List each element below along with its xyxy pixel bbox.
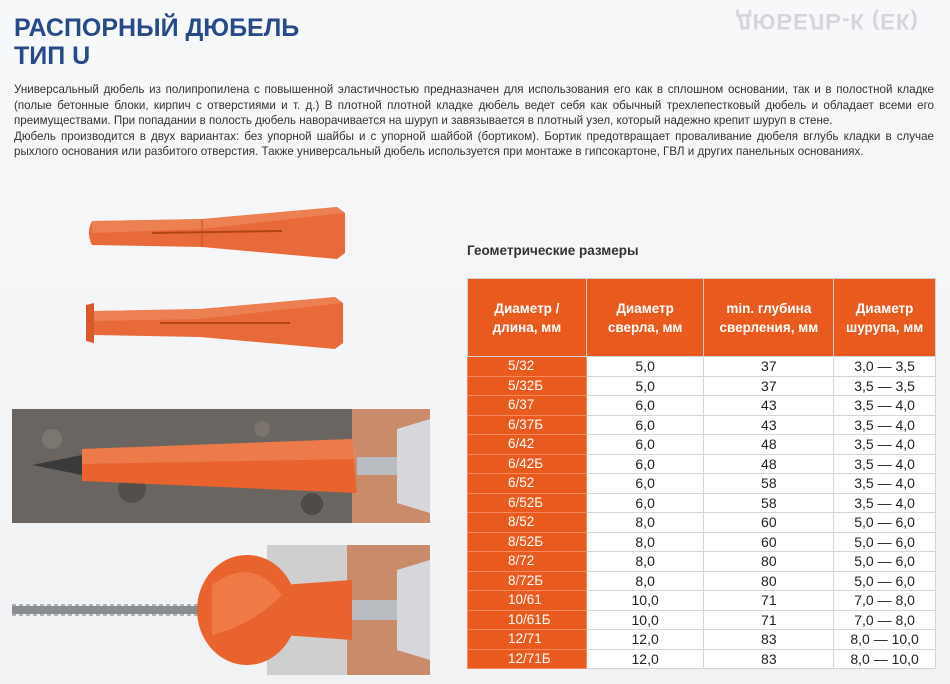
- cell-drill-diameter: 6,0: [586, 415, 704, 435]
- cell-drill-depth: 43: [704, 396, 834, 416]
- table-header-row: [468, 279, 936, 357]
- header-diameter-length: Диаметр / длина, мм: [468, 279, 587, 357]
- cell-size: 6/52Б: [468, 493, 587, 513]
- table-title: Геометрические размеры: [467, 243, 639, 258]
- cell-screw-diameter: 5,0 — 6,0: [834, 571, 936, 591]
- cell-drill-diameter: 6,0: [586, 396, 704, 416]
- cell-screw-diameter: 5,0 — 6,0: [834, 552, 936, 572]
- cell-screw-diameter: 8,0 — 10,0: [834, 630, 936, 650]
- cell-drill-depth: 83: [704, 649, 834, 669]
- cell-drill-depth: 48: [704, 454, 834, 474]
- cell-drill-depth: 60: [704, 513, 834, 533]
- cell-drill-depth: 43: [704, 415, 834, 435]
- cell-drill-diameter: 8,0: [586, 552, 704, 572]
- cell-drill-depth: 80: [704, 571, 834, 591]
- cell-screw-diameter: 3,0 — 3,5: [834, 357, 936, 377]
- cell-screw-diameter: 7,0 — 8,0: [834, 610, 936, 630]
- cell-drill-diameter: 5,0: [586, 357, 704, 377]
- dimensions-table: [467, 278, 936, 669]
- cell-drill-diameter: 8,0: [586, 532, 704, 552]
- cell-screw-diameter: 3,5 — 4,0: [834, 474, 936, 494]
- cell-drill-depth: 71: [704, 591, 834, 611]
- table-row: [468, 474, 936, 494]
- header-min-drill-depth: min. глубина сверления, мм: [704, 279, 834, 357]
- table-row: [468, 591, 936, 611]
- cell-size: 6/42Б: [468, 454, 587, 474]
- cell-drill-diameter: 5,0: [586, 376, 704, 396]
- cell-size: 10/61: [468, 591, 587, 611]
- table-row: [468, 571, 936, 591]
- table-row: [468, 435, 936, 455]
- cell-screw-diameter: 3,5 — 4,0: [834, 454, 936, 474]
- cell-size: 8/52Б: [468, 532, 587, 552]
- cell-screw-diameter: 8,0 — 10,0: [834, 649, 936, 669]
- cell-size: 5/32Б: [468, 376, 587, 396]
- table-row: [468, 649, 936, 669]
- cell-size: 8/72: [468, 552, 587, 572]
- page-title-line-1: РАСПОРНЫЙ ДЮБЕЛЬ: [14, 14, 300, 42]
- header-drill-diameter: Диаметр сверла, мм: [586, 279, 704, 357]
- cell-screw-diameter: 5,0 — 6,0: [834, 532, 936, 552]
- description-paragraph-1: Универсальный дюбель из полипропилена с повышенной эластичностью предназначен для использования его как в сплошном основании, так и в полостной кладке (полые бетонные блоки, кирпич с отверстиями и т. д.) В плотной плотной кладке дюбель ведет себя как обычный трехлепестковый дюбель и обладает всеми его преимуществами. При попадании в полость дюбель наворачивается на шуруп и завязывается в плотный узел, который надежно крепит шуруп в стене.: [14, 83, 934, 128]
- cell-drill-depth: 80: [704, 552, 834, 572]
- product-description: [14, 82, 934, 160]
- table-row: [468, 396, 936, 416]
- cell-size: 6/42: [468, 435, 587, 455]
- cell-screw-diameter: 3,5 — 3,5: [834, 376, 936, 396]
- cell-drill-diameter: 6,0: [586, 493, 704, 513]
- cell-drill-diameter: 6,0: [586, 474, 704, 494]
- cell-size: 12/71Б: [468, 649, 587, 669]
- table-row: [468, 513, 936, 533]
- table-row: [468, 415, 936, 435]
- cell-drill-depth: 71: [704, 610, 834, 630]
- dowel-image-with-collar: [80, 293, 346, 353]
- cell-drill-diameter: 10,0: [586, 591, 704, 611]
- cell-drill-diameter: 10,0: [586, 610, 704, 630]
- cell-drill-diameter: 8,0: [586, 571, 704, 591]
- cell-size: 6/37: [468, 396, 587, 416]
- table-row: [468, 493, 936, 513]
- cell-size: 6/37Б: [468, 415, 587, 435]
- cell-drill-diameter: 8,0: [586, 513, 704, 533]
- table-row: [468, 376, 936, 396]
- cell-screw-diameter: 7,0 — 8,0: [834, 591, 936, 611]
- cell-screw-diameter: 3,5 — 4,0: [834, 415, 936, 435]
- cell-size: 12/71: [468, 630, 587, 650]
- table-row: [468, 532, 936, 552]
- header-screw-diameter: Диаметр шурупа, мм: [834, 279, 936, 357]
- cell-drill-depth: 60: [704, 532, 834, 552]
- table-row: [468, 630, 936, 650]
- cell-drill-diameter: 12,0: [586, 630, 704, 650]
- page-title: [14, 14, 299, 70]
- cell-drill-depth: 37: [704, 376, 834, 396]
- cell-screw-diameter: 5,0 — 6,0: [834, 513, 936, 533]
- cell-drill-depth: 58: [704, 493, 834, 513]
- cell-drill-depth: 58: [704, 474, 834, 494]
- cell-drill-depth: 48: [704, 435, 834, 455]
- cell-drill-depth: 83: [704, 630, 834, 650]
- installation-photo-hollow-base: [12, 545, 430, 675]
- table-row: [468, 454, 936, 474]
- table-row: [468, 610, 936, 630]
- cell-size: 5/32: [468, 357, 587, 377]
- description-paragraph-2: Дюбель производится в двух вариантах: без упорной шайбы и с упорной шайбой (бортиком). Бортик предотвращает проваливание дюбеля вглубь кладки в случае рыхлого основания или разбитого отверстия. Также универсальный дюбель используется при монтаже в гипсокартоне, ГВЛ и других панельных основаниях.: [14, 129, 934, 159]
- page-title-line-2: ТИП U: [14, 42, 91, 70]
- cell-size: 6/52: [468, 474, 587, 494]
- table-row: [468, 552, 936, 572]
- cell-drill-depth: 37: [704, 357, 834, 377]
- dowel-image-plain: [82, 203, 348, 263]
- cell-size: 10/61Б: [468, 610, 587, 630]
- cell-drill-diameter: 6,0: [586, 454, 704, 474]
- cell-drill-diameter: 6,0: [586, 435, 704, 455]
- installation-photo-solid-base: [12, 409, 430, 523]
- ghost-heading: ДЮБЕЛЬ-К (ЕК): [736, 9, 919, 34]
- cell-drill-diameter: 12,0: [586, 649, 704, 669]
- cell-size: 8/72Б: [468, 571, 587, 591]
- cell-screw-diameter: 3,5 — 4,0: [834, 493, 936, 513]
- cell-screw-diameter: 3,5 — 4,0: [834, 435, 936, 455]
- table-row: [468, 357, 936, 377]
- cell-screw-diameter: 3,5 — 4,0: [834, 396, 936, 416]
- cell-size: 8/52: [468, 513, 587, 533]
